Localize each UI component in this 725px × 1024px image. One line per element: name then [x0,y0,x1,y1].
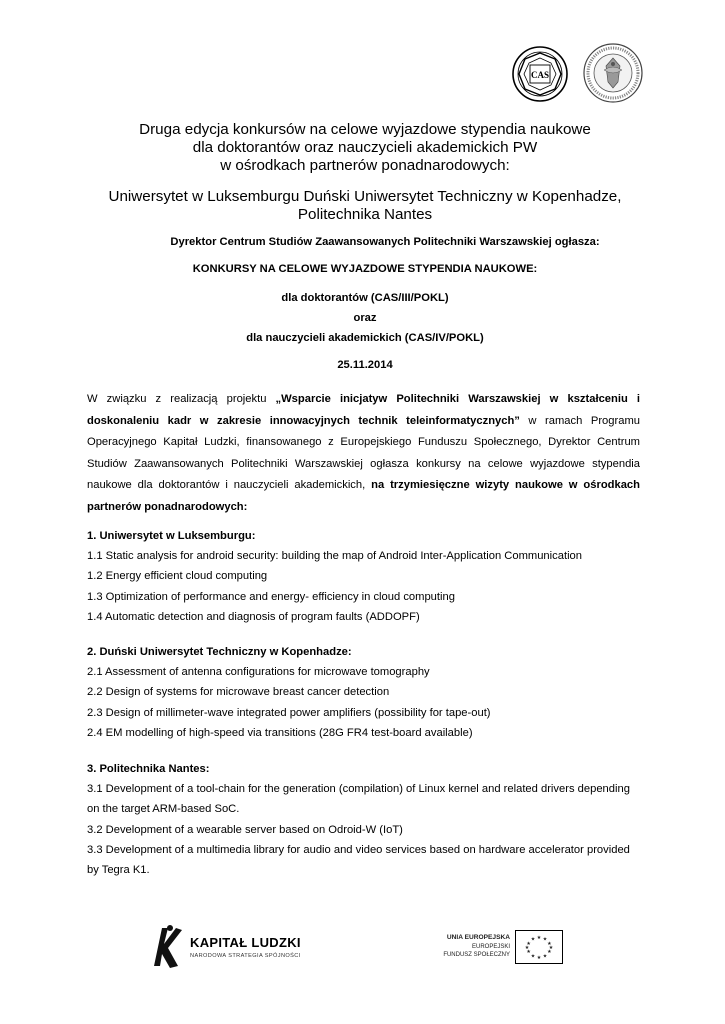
section-nantes [87,759,632,880]
title-block-partners [60,188,670,224]
kapital-ludzki-title: KAPITAŁ LUDZKI [190,935,301,950]
title-line-3: w ośrodkach partnerów ponadnarodowych: [220,157,510,174]
svg-text:★: ★ [547,949,552,955]
konkursy-heading: KONKURSY NA CELOWE WYJAZDOWE STYPENDIA NAUKOWE: [192,263,538,275]
for-teachers: dla nauczycieli akademickich (CAS/IV/POKL) [246,332,484,344]
list-item: 2.3 Design of millimeter-wave integrated power amplifiers (possibility for tape-out) [87,706,491,719]
section-heading: 3. Politechnika Nantes: [87,763,210,775]
svg-text:★: ★ [542,936,548,943]
title-line-2: dla doktorantów oraz nauczycieli akademickich PW [192,139,538,156]
cas-logo-text: CAS [530,70,550,80]
svg-text:★: ★ [542,953,548,960]
announcement-date: 25.11.2014 [337,359,393,371]
svg-text:★: ★ [524,945,530,951]
svg-text:★: ★ [530,936,536,943]
politechnika-seal-logo [582,42,644,104]
section-heading: 2. Duński Uniwersytet Techniczny w Kopenhadze: [87,646,352,658]
intro-text-3: na trzymiesięczne wizyty naukowe w ośrodkach partnerów ponadnarodowych: [87,479,640,513]
list-item: 2.1 Assessment of antenna configurations for microwave tomography [87,666,430,679]
eu-line-1: UNIA EUROPEJSKA [446,934,510,941]
eu-flag-icon [515,930,563,964]
intro-paragraph [87,389,640,519]
kapital-ludzki-subtitle: NARODOWA STRATEGIA SPÓJNOŚCI [190,953,301,959]
list-item: 3.2 Development of a wearable server based on Odroid-W (IoT) [87,823,403,836]
director-announcement: Dyrektor Centrum Studiów Zaawansowanych Politechniki Warszawskiej ogłasza: [170,236,600,248]
intro-text-1: W związku z realizacją projektu [87,393,276,405]
svg-text:★: ★ [530,953,536,960]
title-block-main [60,121,670,175]
eu-line-3: FUNDUSZ SPOŁECZNY [443,952,510,959]
svg-text:★: ★ [526,949,531,955]
intro-text-2: w ramach Programu Operacyjnego Kapitał Ludzki, finansowanego z Europejskiego Funduszu Społecznego, Dyrektor Centrum Studiów Zaawansowanych Politechniki Warszawskiej ogłasza konkursy na celowe wyjazdowe stypendia naukowe dla doktorantów i nauczycieli akademickich, [87,414,640,492]
svg-text:★: ★ [526,941,531,947]
list-item: 1.3 Optimization of performance and energy- efficiency in cloud computing [87,590,455,603]
svg-text:★: ★ [536,935,542,941]
cas-logo [511,45,569,103]
list-item: 1.2 Energy efficient cloud computing [87,570,268,583]
kapital-ludzki-emblem [148,922,184,972]
for-phd-students: dla doktorantów (CAS/III/POKL) [281,292,449,304]
list-item: 3.1 Development of a tool-chain for the generation (compilation) of Linux kernel and related drivers depending on the target ARM-based SoC. [87,783,630,816]
svg-text:★: ★ [536,955,542,961]
partners-line-2: Politechnika Nantes [297,206,433,223]
list-item: 2.4 EM modelling of high-speed via transitions (28G FR4 test-board available) [87,726,473,739]
eu-text-block [402,934,510,960]
list-item: 1.4 Automatic detection and diagnosis of program faults (ADDOPF) [87,610,420,623]
project-name: „Wsparcie inicjatyw Politechniki Warszawskiej w kształceniu i doskonaleniu kadr w zakresie innowacyjnych technik teleinformatycznych” [87,393,640,427]
list-item: 1.1 Static analysis for android security: building the map of Android Inter-Application Communication [87,550,582,563]
section-luxembourg [87,526,647,627]
list-item: 3.3 Development of a multimedia library for audio and video services based on hardware accelerator provided by Tegra K1. [87,843,630,877]
partners-line-1: Uniwersytet w Luksemburgu Duński Uniwersytet Techniczny w Kopenhadze, [108,188,622,205]
oraz-conjunction: oraz [353,312,377,324]
svg-text:★: ★ [548,945,554,951]
eu-line-2: EUROPEJSKI [471,943,510,950]
list-item: 2.2 Design of systems for microwave breast cancer detection [87,686,390,699]
svg-text:★: ★ [547,941,552,947]
section-copenhagen [87,642,647,743]
section-heading: 1. Uniwersytet w Luksemburgu: [87,530,256,542]
title-line-1: Druga edycja konkursów na celowe wyjazdowe stypendia naukowe [139,121,591,138]
